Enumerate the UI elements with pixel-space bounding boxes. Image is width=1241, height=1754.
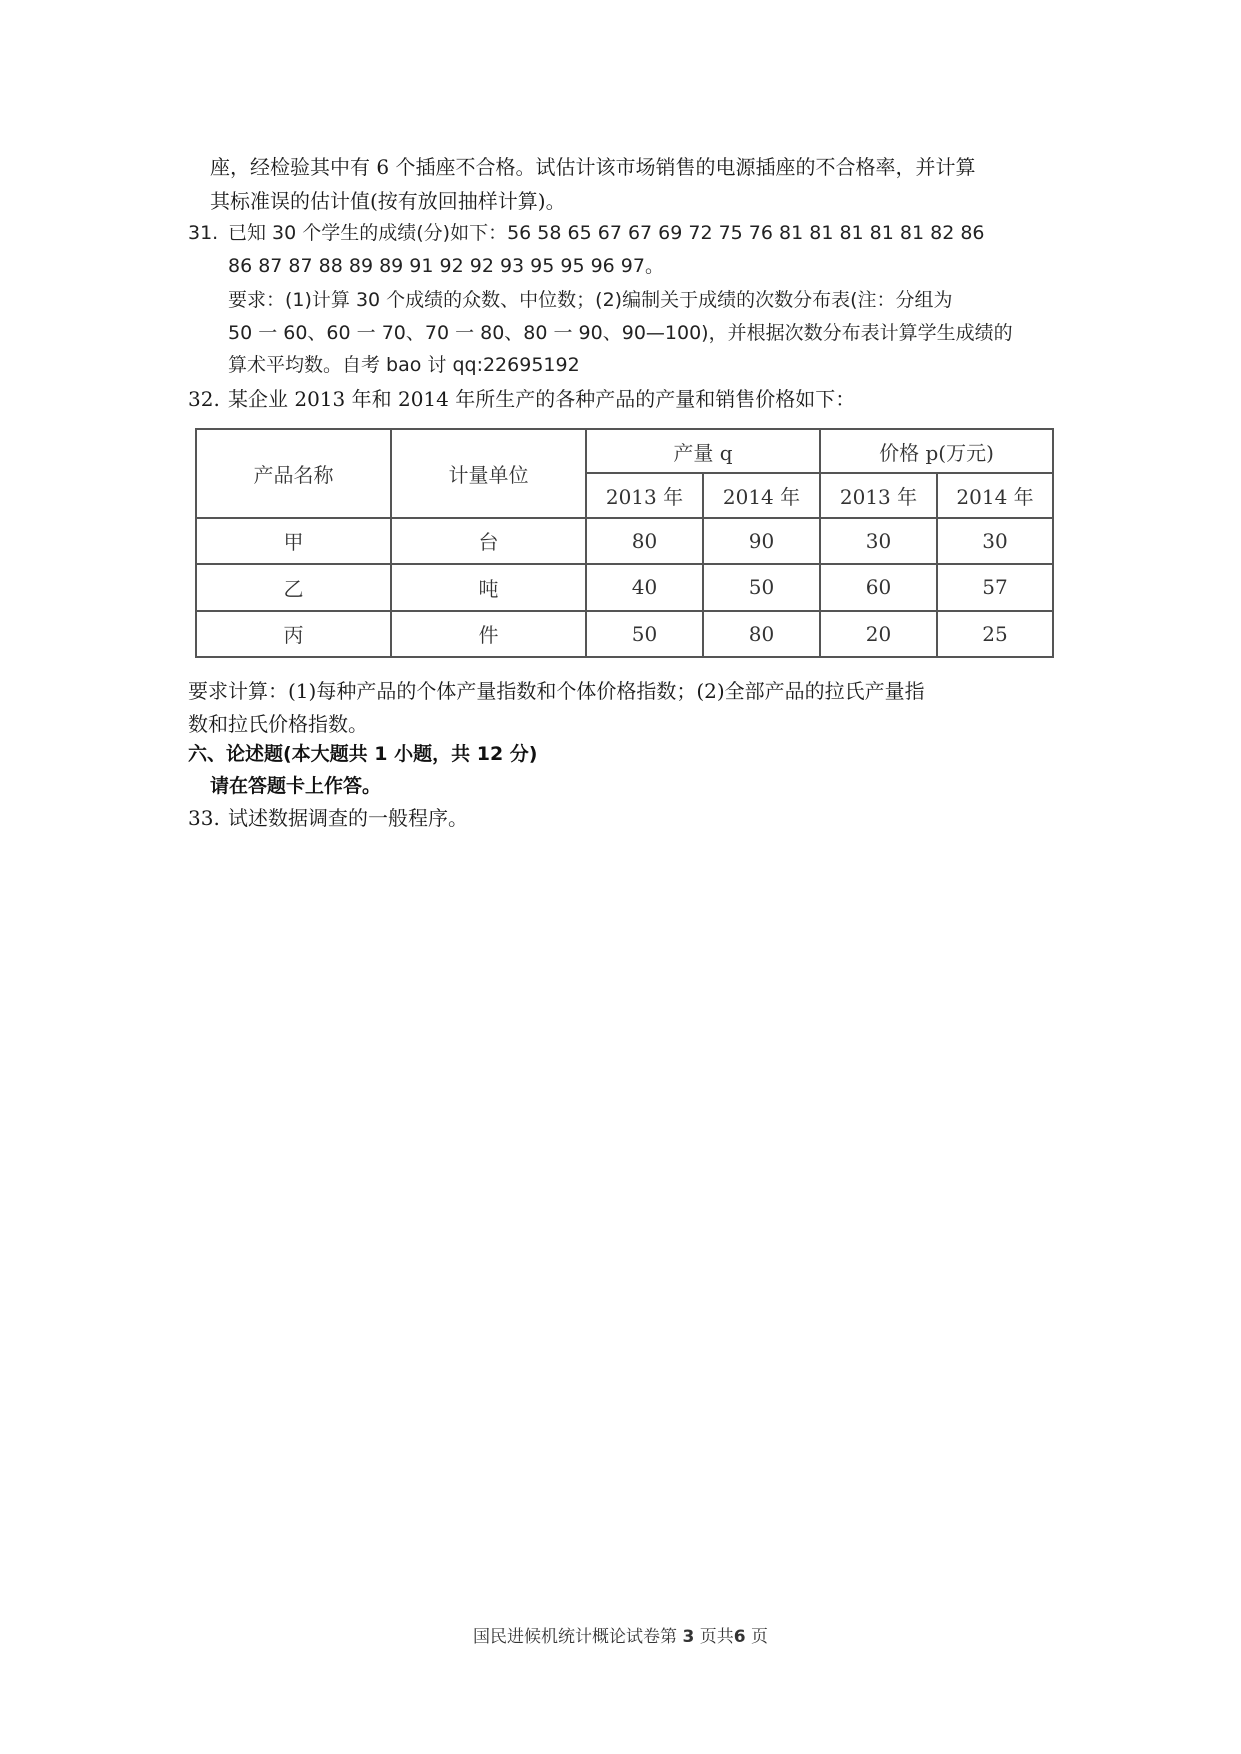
- value-cell: 60: [820, 564, 937, 610]
- header-unit: 计量单位: [391, 429, 586, 518]
- header-p-2013: 2013 年: [820, 473, 937, 517]
- value-cell: 30: [820, 518, 937, 564]
- header-p-2014: 2014 年: [937, 473, 1053, 517]
- table-row: [196, 611, 1053, 657]
- q32-line: [188, 389, 855, 409]
- footer-suffix: 页: [750, 1627, 768, 1647]
- unit-cell: 吨: [391, 564, 586, 610]
- q32-number: 32.: [188, 387, 220, 411]
- section-6-heading: 六、论述题(本大题共 1 小题，共 12 分): [188, 743, 538, 765]
- q31-line-2: 86 87 87 88 89 89 91 92 92 93 95 95 96 97。: [228, 255, 664, 277]
- value-cell: 40: [586, 564, 703, 610]
- q33-text: 试述数据调查的一般程序。: [228, 806, 468, 830]
- q32-requirement-line-2: 数和拉氏价格指数。: [188, 712, 368, 736]
- unit-cell: 件: [391, 611, 586, 657]
- product-name-cell: 丙: [196, 611, 391, 657]
- q31-number: 31.: [188, 222, 219, 244]
- q31-line-4: 50 一 60、60 一 70、70 一 80、80 一 90、90—100)，并根据次数分布表计算学生成绩的: [228, 322, 1013, 344]
- production-price-table: [195, 428, 1054, 658]
- page-footer: [0, 1622, 1241, 1647]
- q31-line-5: 算术平均数。自考 bao 讨 qq:22695192: [228, 354, 580, 376]
- header-price-group: 价格 p(万元): [820, 429, 1053, 473]
- q31-line-1: 已知 30 个学生的成绩(分)如下：56 58 65 67 67 69 72 75 76 81 81 81 81 81 82 86: [228, 222, 985, 244]
- footer-total-pages: 6: [733, 1627, 746, 1647]
- header-product-name: 产品名称: [196, 429, 391, 518]
- value-cell: 30: [937, 518, 1053, 564]
- value-cell: 50: [703, 564, 820, 610]
- footer-middle: 页共: [699, 1627, 734, 1647]
- value-cell: 80: [703, 611, 820, 657]
- product-name-cell: 甲: [196, 518, 391, 564]
- footer-page-number: 3: [682, 1627, 695, 1647]
- section-6-instruction: 请在答题卡上作答。: [210, 775, 382, 797]
- q31-line-3: 要求：(1)计算 30 个成绩的众数、中位数；(2)编制关于成绩的次数分布表(注：分组为: [228, 289, 953, 311]
- q30-line-1: 座，经检验其中有 6 个插座不合格。试估计该市场销售的电源插座的不合格率，并计算: [210, 155, 976, 179]
- header-q-2014: 2014 年: [703, 473, 820, 517]
- q30-line-2: 其标准误的估计值(按有放回抽样计算)。: [210, 189, 566, 213]
- value-cell: 20: [820, 611, 937, 657]
- q33-number: 33.: [188, 806, 220, 830]
- table-row: [196, 518, 1053, 564]
- header-q-2013: 2013 年: [586, 473, 703, 517]
- q32-intro: 某企业 2013 年和 2014 年所生产的各种产品的产量和销售价格如下：: [228, 387, 856, 411]
- table-header-row: [196, 429, 1053, 473]
- footer-prefix: 国民进候机统计概论试卷第: [473, 1627, 678, 1647]
- q32-requirement-line-1: 要求计算：(1)每种产品的个体产量指数和个体价格指数；(2)全部产品的拉氏产量指: [188, 679, 925, 703]
- value-cell: 25: [937, 611, 1053, 657]
- table-row: [196, 564, 1053, 610]
- value-cell: 80: [586, 518, 703, 564]
- unit-cell: 台: [391, 518, 586, 564]
- header-quantity-group: 产量 q: [586, 429, 820, 473]
- q33-line: [188, 808, 468, 828]
- product-name-cell: 乙: [196, 564, 391, 610]
- value-cell: 57: [937, 564, 1053, 610]
- value-cell: 50: [586, 611, 703, 657]
- value-cell: 90: [703, 518, 820, 564]
